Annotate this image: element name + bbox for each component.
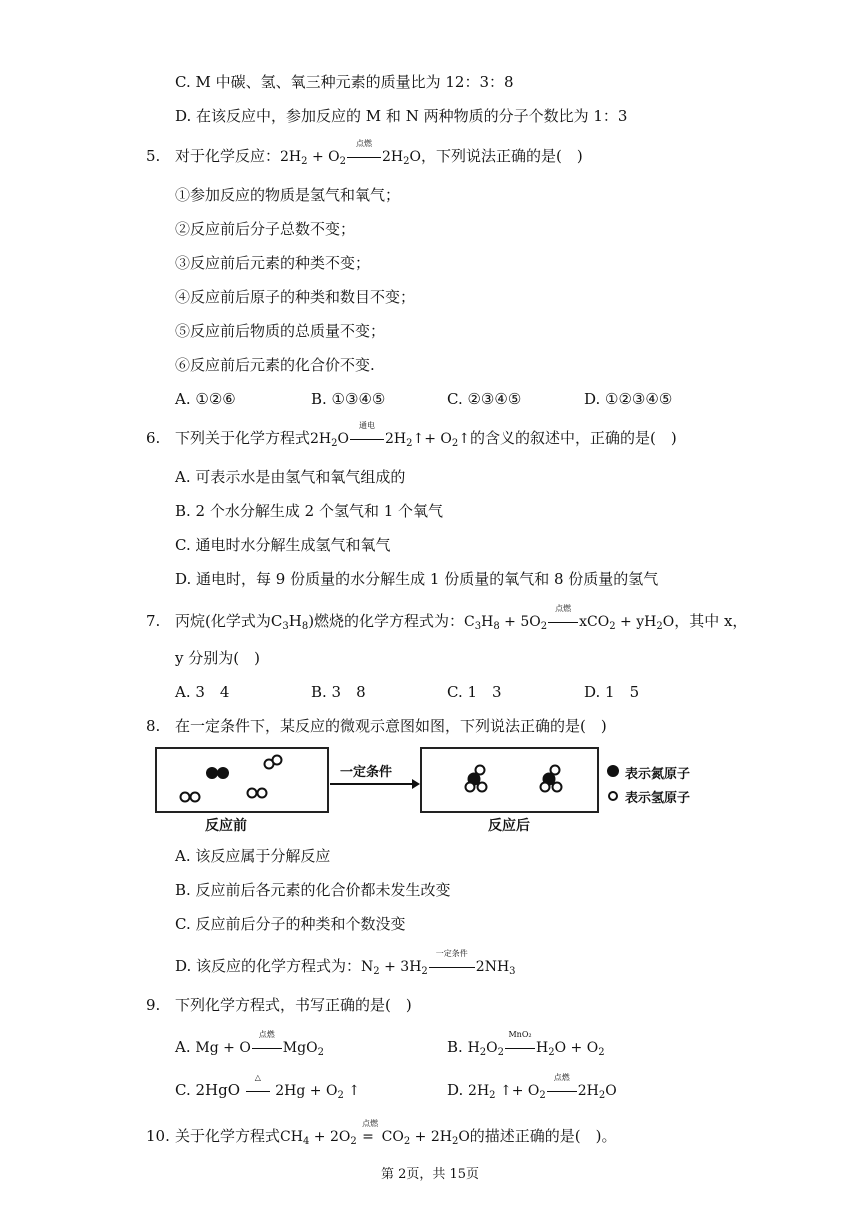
hydrogen-atom bbox=[258, 789, 267, 798]
q5-item-5: ⑤反应前后物质的总质量不变； bbox=[175, 322, 386, 340]
q5-stem-post: ，下列说法正确的是( ) bbox=[420, 147, 583, 165]
q8-option-b: B. 反应前后各元素的化合价都未发生改变 bbox=[175, 881, 451, 899]
q7-equation: $C_3H_8 + 5O_2$ 点燃 $xCO_2 + yH_2O$ bbox=[464, 604, 675, 632]
q5-choice-b: B. ①③④⑤ bbox=[311, 390, 386, 408]
q7-choice-d: D. 1 5 bbox=[584, 683, 640, 701]
before-molecules bbox=[157, 749, 327, 811]
ammonia-molecule bbox=[541, 766, 562, 792]
hydrogen-legend-icon bbox=[607, 790, 619, 802]
legend-nitrogen: 表示氮原子 bbox=[625, 767, 691, 782]
q8-option-c: C. 反应前后分子的种类和个数没变 bbox=[175, 915, 406, 933]
q5-item-3: ③反应前后元素的种类不变； bbox=[175, 254, 371, 272]
q5-equation: $2H_2 + O_2$ 点燃 $2H_2O$ bbox=[280, 139, 421, 167]
q7-choice-b: B. 3 8 bbox=[311, 683, 366, 701]
q8-option-a: A. 该反应属于分解反应 bbox=[175, 847, 331, 865]
ammonia-molecule bbox=[466, 766, 487, 792]
q5-stem-pre: 对于化学反应： bbox=[175, 147, 281, 165]
q4-option-d: D. 在该反应中，参加反应的 M 和 N 两种物质的分子个数比为 1：3 bbox=[175, 107, 628, 125]
q5-number: 5. bbox=[146, 147, 161, 165]
before-box bbox=[155, 747, 329, 813]
after-box bbox=[420, 747, 599, 813]
q5-choice-a: A. ①②⑥ bbox=[175, 390, 236, 408]
arrow-label: 一定条件 bbox=[340, 765, 393, 780]
q6-stem-post: 的含义的叙述中，正确的是( ) bbox=[470, 429, 677, 447]
q6-option-d: D. 通电时，每 9 份质量的水分解生成 1 份质量的氧气和 8 份质量的氢气 bbox=[175, 570, 659, 588]
q5-item-4: ④反应前后原子的种类和数目不变； bbox=[175, 288, 416, 306]
q5-item-6: ⑥反应前后元素的化合价不变. bbox=[175, 356, 375, 374]
hydrogen-atom bbox=[273, 756, 282, 765]
q9-option-c: C. 2HgO △ $2Hg + O_2$ ↑ bbox=[175, 1073, 360, 1101]
q6-option-b: B. 2 个水分解生成 2 个氢气和 1 个氧气 bbox=[175, 502, 444, 520]
hydrogen-atom bbox=[248, 789, 257, 798]
nitrogen-legend-icon bbox=[606, 764, 620, 778]
q5-choice-d: D. ①②③④⑤ bbox=[584, 390, 673, 408]
q9-option-b: B. $H_2O_2$ MnO₂ $H_2O + O_2$ bbox=[447, 1030, 605, 1058]
q7-stem-line2: y 分别为( ) bbox=[175, 649, 260, 667]
q9-option-d: D. $2H_2$ ↑+ $O_2$ 点燃 $2H_2O$ bbox=[447, 1073, 617, 1101]
q5-item-1: ①参加反应的物质是氢气和氧气； bbox=[175, 186, 401, 204]
after-molecules bbox=[422, 749, 597, 811]
q6-equation: $2H_2O$ 通电 $2H_2↑+$ $O_2↑$ bbox=[310, 421, 470, 449]
after-label: 反应后 bbox=[488, 818, 530, 834]
q9-number: 9. bbox=[146, 996, 161, 1014]
before-label: 反应前 bbox=[205, 818, 247, 834]
q6-stem-pre: 下列关于化学方程式 bbox=[175, 429, 311, 447]
reaction-diagram bbox=[155, 747, 720, 839]
legend-hydrogen: 表示氢原子 bbox=[625, 791, 691, 806]
q4-option-c: C. M 中碳、氢、氧三种元素的质量比为 12：3：8 bbox=[175, 73, 514, 91]
q10-number: 10. bbox=[146, 1127, 170, 1145]
document-page: C. M 中碳、氢、氧三种元素的质量比为 12：3：8 D. 在该反应中，参加反应的 M 和 N 两种物质的分子个数比为 1：3 5. 对于化学反应：$2H_2 + O_2$ 点燃 $2H_2O$，下列说法正确的是( ) ①参加反应的物质是氢气和氧气； ②反应前后分子总数不变； ③反应前后元素的种类不变； ④反应前后原子的种类和数目不变； ⑤反应前后物质的总质量不变； ⑥反应前后元素的化合价不变. A. ①②⑥ B. ①③④⑤ C. ②③④⑤ D. ①②③④⑤ 6. 下列关于化学方程式$2H_2O$ 通电 $2H_2↑+$ $O_2↑$的含义的叙述中，正确的是( ) A. 可表示水是由氢气和氧气组成的 B. 2 个水分解生成 2 个氢气和 1 个氧气 C. 通电时水分解生成氢气和氧气 D. 通电时，每 9 份质量的水分解生成 1 份质量的氧气和 8 份质量的氢气 7. 丙烷(化学式为$C_3H_8$)燃烧的化学方程式为：$C_3H_8 + 5O_2$ 点燃 $xCO_2 + yH_2O$，其中 x， y 分别为( ) A. 3 4 B. 3 8 C. 1 3 D. 1 5 8. 在一定条件下，某反应的微观示意图如图，下列说法正确的是( ) 反应前 一定条件 反应后 表示氮原子 表示氢原子 A. 该反应属于分解反应 B. 反应前后各元素的化合价都未发生改变 C. 反应前后分子的种类和个数没变 D. 该反应的化学方程式为：$N_2 + 3H_2$ 一定条件 $2NH_3$ 9. 下列化学方程式，书写正确的是( ) A. Mg + O 点燃 MgO$_2$ B. $H_2O_2$ MnO₂ $H_2O + O_2$ C. 2HgO △ $2Hg + O_2$ ↑ D. $2H_2$ ↑+ $O_2$ 点燃 $2H_2O$ 10. 关于化学方程式$CH_4 + 2O_2$ 点燃 = $CO_2 + 2H_2O$的描述正确的是( )。 第 2页，共 15页 bbox=[0, 0, 860, 1216]
q8-stem-text: 在一定条件下，某反应的微观示意图如图，下列说法正确的是( ) bbox=[175, 717, 607, 735]
q8-number: 8. bbox=[146, 717, 161, 735]
q5-choice-c: C. ②③④⑤ bbox=[447, 390, 522, 408]
q7-choice-a: A. 3 4 bbox=[175, 683, 230, 701]
q6-option-c: C. 通电时水分解生成氢气和氧气 bbox=[175, 536, 391, 554]
q6-number: 6. bbox=[146, 429, 161, 447]
q7-number: 7. bbox=[146, 612, 161, 630]
q7-choice-c: C. 1 3 bbox=[447, 683, 502, 701]
q8-option-d: D. 该反应的化学方程式为：$N_2 + 3H_2$ 一定条件 $2NH_3$ bbox=[175, 949, 516, 977]
q6-option-a: A. 可表示水是由氢气和氧气组成的 bbox=[175, 468, 406, 486]
reaction-arrow-icon bbox=[330, 777, 420, 791]
q5-item-2: ②反应前后分子总数不变； bbox=[175, 220, 356, 238]
q9-stem-text: 下列化学方程式，书写正确的是( ) bbox=[175, 996, 412, 1014]
nitrogen-atom bbox=[206, 767, 218, 779]
nitrogen-atom bbox=[217, 767, 229, 779]
q10-equation: $CH_4 + 2O_2$ 点燃 = $CO_2 + 2H_2O$ bbox=[280, 1119, 470, 1147]
hydrogen-atom bbox=[181, 793, 190, 802]
page-footer: 第 2页，共 15页 bbox=[380, 1167, 480, 1182]
q9-option-a: A. Mg + O 点燃 MgO$_2$ bbox=[175, 1030, 324, 1058]
hydrogen-atom bbox=[191, 793, 200, 802]
